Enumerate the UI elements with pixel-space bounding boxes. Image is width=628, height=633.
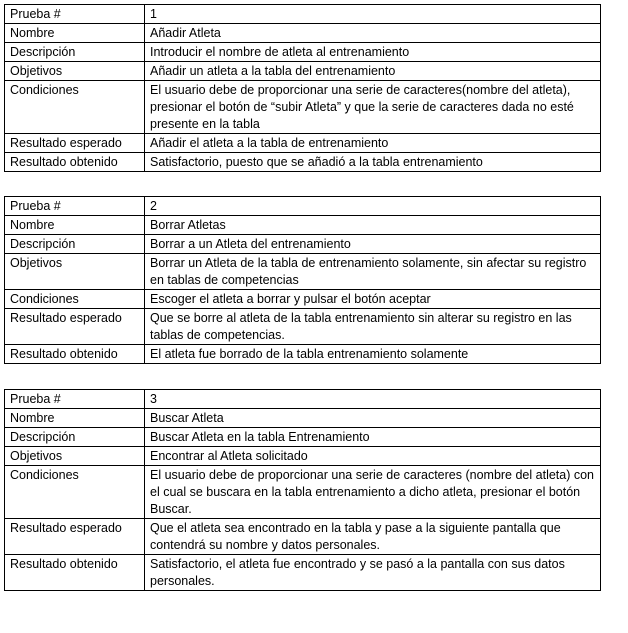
table-row	[5, 153, 601, 172]
table-row	[5, 24, 601, 43]
field-label: Condiciones	[5, 290, 145, 309]
table-row	[5, 409, 601, 428]
field-value: Borrar un Atleta de la tabla de entrenamiento solamente, sin afectar su registro en tablas de competencias	[145, 254, 601, 290]
field-label: Condiciones	[5, 81, 145, 134]
table-row	[5, 428, 601, 447]
field-label: Condiciones	[5, 466, 145, 519]
field-label: Resultado esperado	[5, 309, 145, 345]
field-label: Nombre	[5, 24, 145, 43]
field-value: Encontrar al Atleta solicitado	[145, 447, 601, 466]
field-value: El atleta fue borrado de la tabla entrenamiento solamente	[145, 345, 601, 364]
field-value: Buscar Atleta	[145, 409, 601, 428]
table-row	[5, 309, 601, 345]
field-label: Prueba #	[5, 5, 145, 24]
field-label: Descripción	[5, 43, 145, 62]
test-case-table-3	[4, 389, 601, 591]
field-value: 3	[145, 390, 601, 409]
field-value: Borrar a un Atleta del entrenamiento	[145, 235, 601, 254]
field-label: Objetivos	[5, 447, 145, 466]
field-value: El usuario debe de proporcionar una serie de caracteres (nombre del atleta) con el cual se buscara en la tabla entrenamiento a dicho atleta, presionar el botón Buscar.	[145, 466, 601, 519]
table-row	[5, 290, 601, 309]
field-label: Resultado obtenido	[5, 555, 145, 591]
field-value: Buscar Atleta en la tabla Entrenamiento	[145, 428, 601, 447]
test-case-table-2	[4, 196, 601, 364]
field-value: El usuario debe de proporcionar una serie de caracteres(nombre del atleta), presionar el botón de “subir Atleta” y que la serie de caracteres dada no esté presente en la tabla	[145, 81, 601, 134]
field-label: Objetivos	[5, 254, 145, 290]
field-value: Introducir el nombre de atleta al entrenamiento	[145, 43, 601, 62]
table-row	[5, 197, 601, 216]
table-row	[5, 555, 601, 591]
table-row	[5, 5, 601, 24]
field-label: Resultado esperado	[5, 519, 145, 555]
field-value: Borrar Atletas	[145, 216, 601, 235]
table-row	[5, 43, 601, 62]
table-row	[5, 390, 601, 409]
field-label: Objetivos	[5, 62, 145, 81]
table-row	[5, 345, 601, 364]
field-value: Añadir el atleta a la tabla de entrenamiento	[145, 134, 601, 153]
field-label: Nombre	[5, 409, 145, 428]
table-row	[5, 447, 601, 466]
field-value: Escoger el atleta a borrar y pulsar el botón aceptar	[145, 290, 601, 309]
field-label: Resultado esperado	[5, 134, 145, 153]
field-value: Satisfactorio, el atleta fue encontrado y se pasó a la pantalla con sus datos personales.	[145, 555, 601, 591]
field-value: 2	[145, 197, 601, 216]
field-label: Prueba #	[5, 390, 145, 409]
field-label: Descripción	[5, 235, 145, 254]
field-label: Prueba #	[5, 197, 145, 216]
table-row	[5, 62, 601, 81]
field-value: Añadir un atleta a la tabla del entrenamiento	[145, 62, 601, 81]
table-row	[5, 216, 601, 235]
field-label: Descripción	[5, 428, 145, 447]
field-label: Resultado obtenido	[5, 345, 145, 364]
table-row	[5, 254, 601, 290]
field-label: Resultado obtenido	[5, 153, 145, 172]
field-value: Que el atleta sea encontrado en la tabla y pase a la siguiente pantalla que contendrá su nombre y datos personales.	[145, 519, 601, 555]
table-row	[5, 466, 601, 519]
field-value: 1	[145, 5, 601, 24]
table-row	[5, 519, 601, 555]
table-row	[5, 81, 601, 134]
field-value: Satisfactorio, puesto que se añadió a la tabla entrenamiento	[145, 153, 601, 172]
field-label: Nombre	[5, 216, 145, 235]
field-value: Añadir Atleta	[145, 24, 601, 43]
table-row	[5, 134, 601, 153]
test-case-table-1	[4, 4, 601, 172]
field-value: Que se borre al atleta de la tabla entrenamiento sin alterar su registro en las tablas de competencias.	[145, 309, 601, 345]
table-row	[5, 235, 601, 254]
